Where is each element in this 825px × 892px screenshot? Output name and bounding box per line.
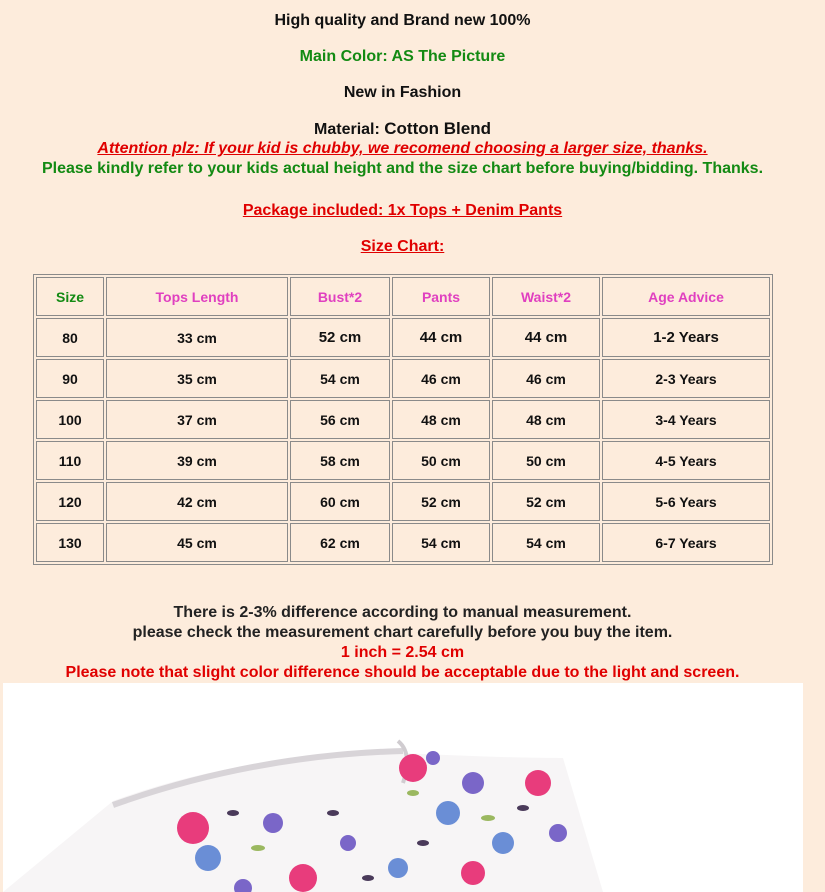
color-note: Please note that slight color difference should be acceptable due to the light and screen. bbox=[65, 664, 740, 681]
table-cell: 54 cm bbox=[290, 359, 390, 398]
table-cell: 39 cm bbox=[106, 441, 288, 480]
inch-note: 1 inch = 2.54 cm bbox=[340, 644, 465, 661]
material-label: Material: bbox=[314, 121, 385, 138]
product-photo bbox=[3, 683, 803, 892]
table-cell: 90 bbox=[36, 359, 104, 398]
header-cell-pants: Pants bbox=[392, 277, 490, 316]
attention-line: Attention plz: If your kid is chubby, we recomend choosing a larger size, thanks. bbox=[97, 140, 708, 157]
table-cell: 52 cm bbox=[392, 482, 490, 521]
main-color-line: Main Color: AS The Picture bbox=[299, 48, 506, 65]
fashion-line: New in Fashion bbox=[343, 84, 462, 101]
size-chart-title: Size Chart: bbox=[360, 238, 445, 255]
table-cell: 100 bbox=[36, 400, 104, 439]
table-cell: 37 cm bbox=[106, 400, 288, 439]
table-cell: 46 cm bbox=[492, 359, 600, 398]
table-cell: 4-5 Years bbox=[602, 441, 770, 480]
header-cell-age-advice: Age Advice bbox=[602, 277, 770, 316]
header-cell-waist: Waist*2 bbox=[492, 277, 600, 316]
table-cell: 60 cm bbox=[290, 482, 390, 521]
table-row bbox=[36, 400, 770, 439]
table-cell: 2-3 Years bbox=[602, 359, 770, 398]
quality-line: High quality and Brand new 100% bbox=[274, 12, 531, 29]
table-cell: 110 bbox=[36, 441, 104, 480]
table-cell: 6-7 Years bbox=[602, 523, 770, 562]
table-cell: 80 bbox=[36, 318, 104, 357]
table-cell: 52 cm bbox=[492, 482, 600, 521]
table-cell: 44 cm bbox=[492, 318, 600, 357]
table-row bbox=[36, 482, 770, 521]
table-header-row bbox=[36, 277, 770, 316]
table-cell: 56 cm bbox=[290, 400, 390, 439]
table-cell: 62 cm bbox=[290, 523, 390, 562]
table-cell: 50 cm bbox=[392, 441, 490, 480]
table-cell: 33 cm bbox=[106, 318, 288, 357]
difference-note: There is 2-3% difference according to manual measurement. bbox=[173, 604, 632, 621]
table-cell: 50 cm bbox=[492, 441, 600, 480]
table-cell: 52 cm bbox=[290, 318, 390, 357]
table-cell: 35 cm bbox=[106, 359, 288, 398]
table-row bbox=[36, 441, 770, 480]
header-cell-size: Size bbox=[36, 277, 104, 316]
table-cell: 45 cm bbox=[106, 523, 288, 562]
table-cell: 120 bbox=[36, 482, 104, 521]
table-cell: 54 cm bbox=[392, 523, 490, 562]
table-cell: 42 cm bbox=[106, 482, 288, 521]
table-row bbox=[36, 318, 770, 357]
table-cell: 58 cm bbox=[290, 441, 390, 480]
header-cell-tops-length: Tops Length bbox=[106, 277, 288, 316]
table-cell: 44 cm bbox=[392, 318, 490, 357]
table-cell: 48 cm bbox=[392, 400, 490, 439]
table-cell: 5-6 Years bbox=[602, 482, 770, 521]
check-note: please check the measurement chart carefully before you buy the item. bbox=[132, 624, 673, 641]
table-cell: 54 cm bbox=[492, 523, 600, 562]
table-cell: 48 cm bbox=[492, 400, 600, 439]
table-row bbox=[36, 359, 770, 398]
material-value: Cotton Blend bbox=[384, 119, 491, 138]
size-chart-table bbox=[33, 274, 773, 565]
table-row bbox=[36, 523, 770, 562]
refer-line: Please kindly refer to your kids actual height and the size chart before buying/bidding. Thanks. bbox=[41, 160, 764, 177]
table-cell: 46 cm bbox=[392, 359, 490, 398]
table-cell: 1-2 Years bbox=[602, 318, 770, 357]
header-cell-bust: Bust*2 bbox=[290, 277, 390, 316]
table-cell: 130 bbox=[36, 523, 104, 562]
package-line: Package included: 1x Tops + Denim Pants bbox=[242, 202, 563, 219]
floral-top-image bbox=[3, 683, 803, 892]
material-line bbox=[0, 119, 805, 139]
table-cell: 3-4 Years bbox=[602, 400, 770, 439]
